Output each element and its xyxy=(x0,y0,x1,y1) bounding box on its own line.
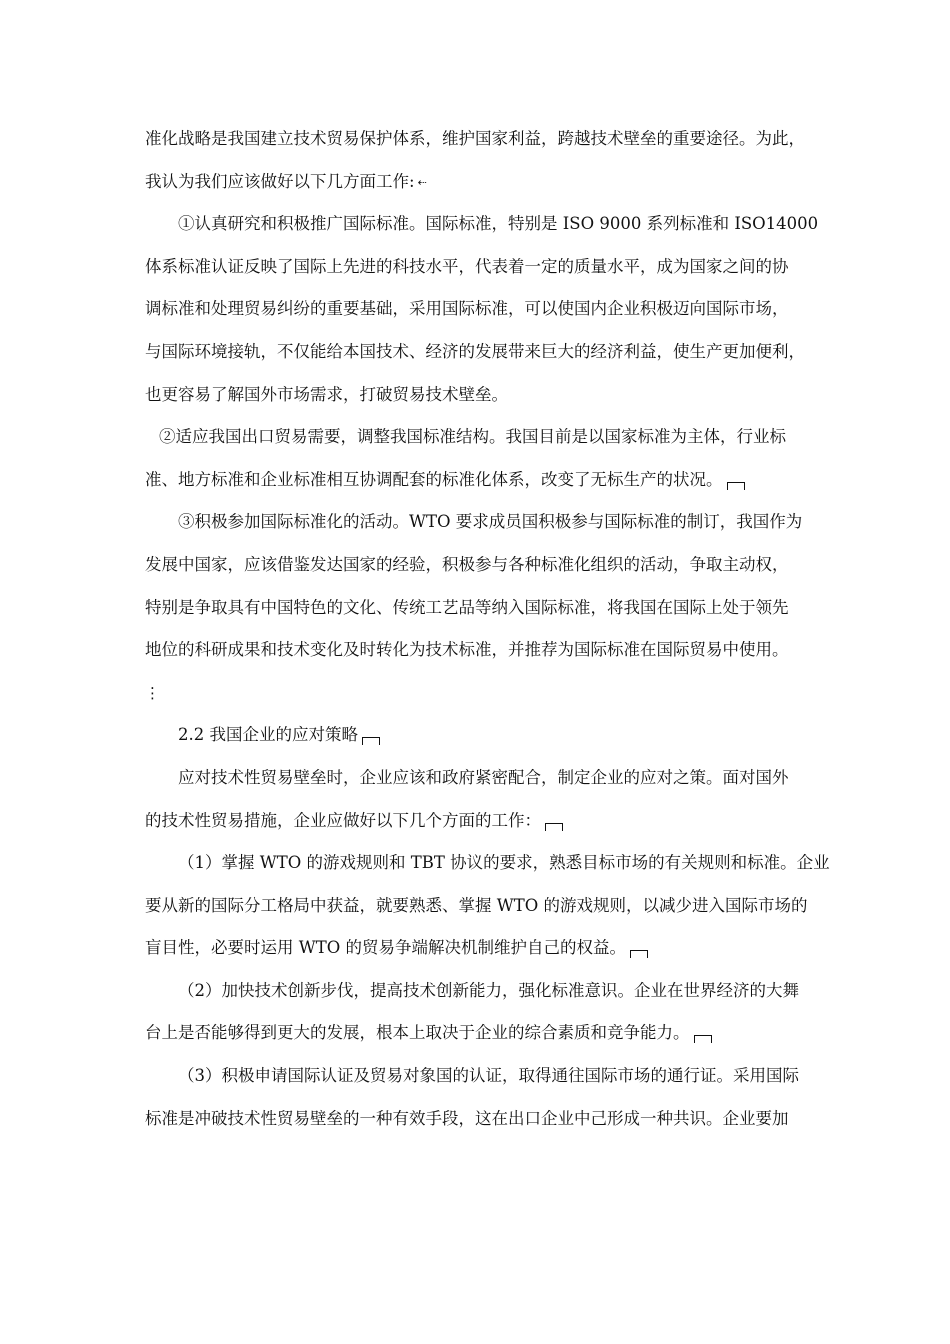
text-span: 的技术性贸易措施，企业应做好以下几个方面的工作： xyxy=(145,810,541,830)
text-span: 我认为我们应该做好以下几方面工作: xyxy=(145,171,415,191)
text-line: 特别是争取具有中国特色的文化、传统工艺品等纳入国际标准，将我国在国际上处于领先 xyxy=(145,597,789,617)
text-line: ①认真研究和积极推广国际标准。国际标准，特别是 ISO 9000 系列标准和 ISO14000 xyxy=(178,214,819,234)
text-line: 应对技术性贸易壁垒时，企业应该和政府紧密配合，制定企业的应对之策。面对国外 xyxy=(178,767,789,787)
paragraph-mark-icon xyxy=(694,1035,712,1043)
text-line xyxy=(145,161,805,204)
text-line: 要从新的国际分工格局中获益，就要熟悉、掌握 WTO 的游戏规则，以减少进入国际市场的 xyxy=(145,895,808,915)
text-line: （3）积极申请国际认证及贸易对象国的认证，取得通往国际市场的通行证。采用国际 xyxy=(178,1066,799,1086)
document-body xyxy=(145,118,830,1140)
text-line: 调标准和处理贸易纠纷的重要基础，采用国际标准，可以使国内企业积极迈向国际市场， xyxy=(145,299,789,319)
text-line: 与国际环境接轨，不仅能给本国技术、经济的发展带来巨大的经济利益，使生产更加便利， xyxy=(145,341,805,361)
text-line xyxy=(145,1012,805,1055)
section-heading xyxy=(145,714,805,757)
paragraph-mark-icon xyxy=(630,950,648,958)
text-line xyxy=(145,459,805,502)
text-line xyxy=(145,800,805,843)
text-line xyxy=(145,927,805,970)
text-line: ②适应我国出口贸易需要，调整我国标准结构。我国目前是以国家标准为主体，行业标 xyxy=(159,427,786,447)
paragraph-mark-icon xyxy=(362,737,380,745)
heading-text: 2.2 我国企业的应对策略 xyxy=(178,725,358,745)
text-line: ③积极参加国际标准化的活动。WTO 要求成员国积极参与国际标准的制订，我国作为 xyxy=(178,512,803,532)
text-line: 准化战略是我国建立技术贸易保护体系，维护国家利益，跨越技术壁垒的重要途径。为此， xyxy=(145,129,805,148)
text-span: 盲目性，必要时运用 WTO 的贸易争端解决机制维护自己的权益。 xyxy=(145,938,626,958)
text-line: （1）掌握 WTO 的游戏规则和 TBT 协议的要求，熟悉目标市场的有关规则和标准。企业 xyxy=(178,853,830,873)
text-line: 标准是冲破技术性贸易壁垒的一种有效手段，这在出口企业中己形成一种共识。企业要加 xyxy=(145,1108,789,1128)
text-line: 发展中国家，应该借鉴发达国家的经验，积极参与各种标准化组织的活动，争取主动权， xyxy=(145,554,789,574)
text-line xyxy=(145,672,805,715)
text-line: 体系标准认证反映了国际上先进的科技水平，代表着一定的质量水平，成为国家之间的协 xyxy=(145,256,789,276)
text-span: 准、地方标准和企业标准相互协调配套的标准化体系，改变了无标生产的状况。 xyxy=(145,469,723,489)
paragraph-mark-icon xyxy=(727,482,745,490)
paragraph-mark-icon: ⇠ xyxy=(417,175,425,189)
vertical-dots-icon: ⋮ xyxy=(145,683,160,702)
text-line: 地位的科研成果和技术变化及时转化为技术标准，并推荐为国际标准在国际贸易中使用。 xyxy=(145,640,789,660)
text-line: （2）加快技术创新步伐，提高技术创新能力，强化标准意识。企业在世界经济的大舞 xyxy=(178,980,799,1000)
text-span: 台上是否能够得到更大的发展，根本上取决于企业的综合素质和竞争能力。 xyxy=(145,1023,690,1043)
paragraph-mark-icon xyxy=(545,823,563,831)
text-line: 也更容易了解国外市场需求，打破贸易技术壁垒。 xyxy=(145,384,508,404)
